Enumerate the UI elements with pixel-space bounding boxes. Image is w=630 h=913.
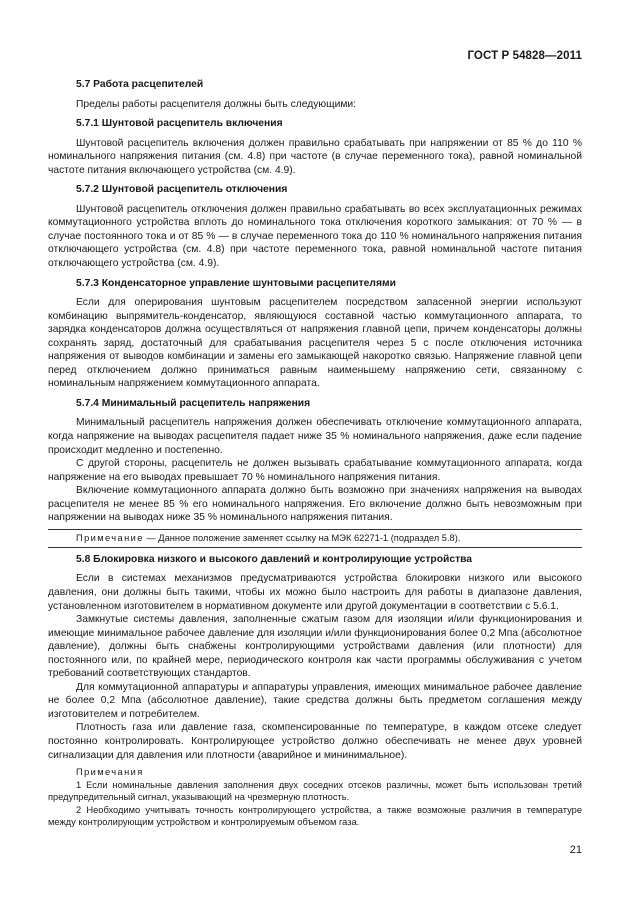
subsection-5-7-4-text-2: С другой стороны, расцепитель не должен вызывать срабатывание коммутационного аппарата, когда напряжение на его выводах превышает 70 % номинального напряжения питания. [48,458,582,483]
note-text: — Данное положение заменяет ссылку на МЭК 62271-1 (подраздел 5.8). [143,532,461,543]
subsection-5-7-3-title: 5.7.3 Конденсаторное управление шунтовыми расцепителями [76,277,396,289]
subsection-5-7-4-text-1: Минимальный расцепитель напряжения должен обеспечивать отключение коммутационного аппарата, когда напряжение на выводах расцепителя падает ниже 35 % номинального напряжения, даже если падение происходит медленно и постепенно. [48,417,582,456]
subsection-5-7-1-text: Шунтовой расцепитель включения должен правильно срабатывать при напряжении от 85 % до 110 % номинального напряжения питания (см. 4.8) при частоте (в случае переменного тока), равной номинальной частоте питания включающего устройства (см. 4.9). [48,137,582,176]
note-2: 2 Необходимо учитывать точность контролирующего устройства, а также возможные различия в температуре между контролирующим устройством и контролируемым объемом газа. [48,804,582,828]
note-label: Примечание [76,532,144,543]
subsection-5-7-2-title: 5.7.2 Шунтовой расцепитель отключения [76,184,288,196]
section-5-7-title: 5.7 Работа расцепителей [76,79,204,90]
document-body [48,78,582,829]
note-1: 1 Если номинальные давления заполнения двух соседних отсеков различны, может быть использован третий предупредительный сигнал, указывающий на чрезмерную плотность. [48,779,582,803]
section-5-8-title: 5.8 Блокировка низкого и высокого давлений и контролирующие устройства [76,553,473,565]
page-number: 21 [569,844,582,856]
section-5-8-text-1: Если в системах механизмов предусматриваются устройства блокировки низкого или высокого давления, они должны быть такими, чтобы их можно было настроить для работы в диапазоне давления, установленном изготовителем в нормативном документе или другой документации в соответствии с 5.6.1. [48,573,582,612]
section-5-8-text-2: Замкнутые системы давления, заполненные сжатым газом для изоляции и/или функционирования и имеющие минимальное рабочее давление для изоляции и/или функционирования более 0,2 Мпа (абсолютное давление), должны быть снабжены контролирующими устройствами давления (или плотности) для постоянного или, по крайней мере, периодического контроля как части программы обслуживания с учетом требований соответствующих стандартов. [48,614,582,680]
subsection-5-7-1-title: 5.7.1 Шунтовой расцепитель включения [76,118,283,130]
section-5-8-text-3: Для коммутационной аппаратуры и аппаратуры управления, имеющих минимальное рабочее давление не более 0,2 Мпа (абсолютное давление), такие средства должны быть предметом соглашения между изготовителем и потребителем. [48,681,582,720]
subsection-5-7-2-text: Шунтовой расцепитель отключения должен правильно срабатывать во всех эксплуатационных режимах коммутационного устройства вплоть до номинального тока отключения короткого замыкания: от 70 % — в случае постоянного тока и от 85 % — в случае переменного тока до 110 % номинального напряжения питания отключающего устройства (см. 4.8) при частоте переменного тока, равной номинальной частоте питания отключающего устройства (см. 4.9). [48,203,582,270]
notes-title: Примечания [76,767,144,778]
standard-header: ГОСТ Р 54828—2011 [467,50,582,62]
note-box [48,529,582,548]
subsection-5-7-3-text: Если для оперирования шунтовым расцепителем посредством запасенной энергии используют комбинацию выпрямитель-конденсатор, являющуюся составной частью коммутационного аппарата, то зарядка конденсаторов должна осуществляться от напряжения главной цепи, причем конденсаторы должны сохранять заряд, достаточный для срабатывания расцепителя через 5 с после отключения источника напряжения от выводов комбинации и замены его замыкающей накоротко связью. Напряжение главной цепи перед отключением должно приниматься равным наименьшему напряжению сети, связанному с номинальным напряжением коммутационного аппарата. [48,297,582,390]
subsection-5-7-4-title: 5.7.4 Минимальный расцепитель напряжения [76,397,311,409]
notes-block [48,766,582,829]
section-5-7-intro: Пределы работы расцепителя должны быть следующими: [76,98,357,110]
subsection-5-7-4-text-3: Включение коммутационного аппарата должно быть возможно при значениях напряжения на выводах расцепителя не менее 85 % его номинального напряжения. Его включение должно быть невозможным при напряжении на выводах ниже 35 % номинального напряжения питания. [48,485,582,524]
section-5-8-text-4: Плотность газа или давление газа, скомпенсированные по температуре, в каждом отсеке следует постоянно контролировать. Контролирующее устройство должно обеспечивать не менее двух уровней сигнализации для давления или плотности (аварийное и мининимальное). [48,722,582,761]
